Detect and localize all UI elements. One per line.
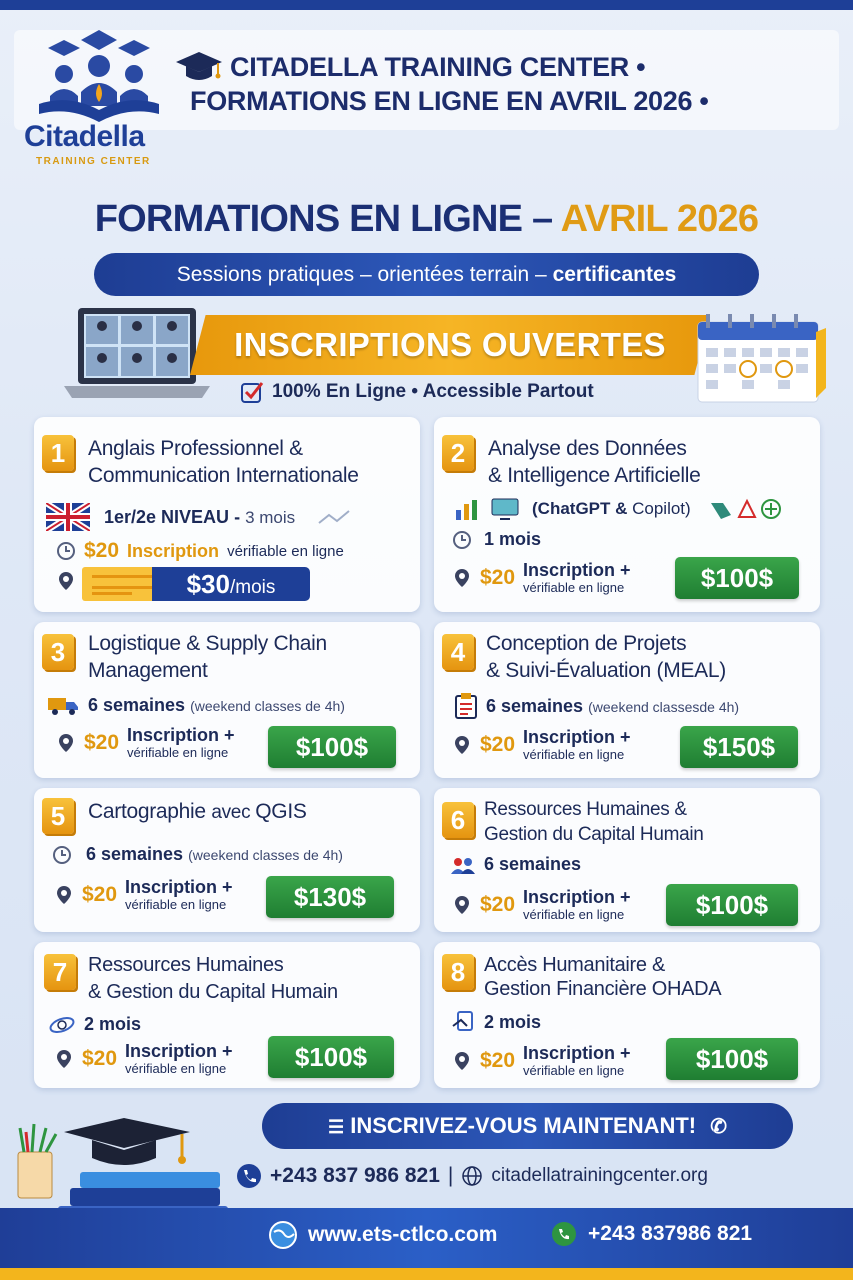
title-part-2: AVRIL 2026 [560, 198, 759, 240]
course-duration: 2 mois [484, 1011, 542, 1032]
registration-price: $20 [480, 566, 516, 590]
duration-value: 6 semaines [486, 695, 584, 716]
logo-wordmark: Citadella [24, 120, 145, 153]
level-duration: 3 mois [245, 507, 296, 527]
web-globe-icon [268, 1220, 298, 1250]
location-pin-icon [452, 735, 472, 755]
clock-icon [52, 845, 72, 865]
registration-label: Inscription + [523, 560, 631, 580]
clock-icon [452, 530, 472, 550]
registration-label: Inscription [127, 540, 220, 561]
location-pin-icon [452, 895, 472, 915]
course-title-line-1: Analyse des Données [488, 437, 687, 460]
duration-note: (weekend classes de 4h) [190, 697, 345, 714]
course-duration: 2 mois [84, 1014, 142, 1034]
course-title-tool: QGIS [255, 800, 307, 823]
course-title-line-1: Accès Humanitaire & [484, 954, 666, 976]
duration-value: 6 semaines [86, 844, 184, 864]
course-card-7[interactable] [34, 942, 420, 1088]
course-title-line-2: & Suivi-Évaluation (MEAL) [486, 659, 726, 682]
total-price-badge: $100$ [666, 884, 798, 926]
course-duration [86, 844, 343, 865]
graduation-cap-icon [174, 50, 224, 84]
course-number: 4 [442, 634, 474, 670]
verifiable-note: vérifiable en ligne [125, 1060, 227, 1076]
verifiable-note: vérifiable en ligne [127, 744, 229, 760]
logo-subtitle: TRAINING CENTER [36, 156, 151, 167]
registration-label: Inscription + [523, 887, 631, 907]
course-number: 5 [42, 798, 74, 834]
course-card-4[interactable] [434, 622, 820, 778]
clock-icon [56, 541, 76, 561]
registration-price: $20 [82, 883, 118, 907]
verifiable-note: vérifiable en ligne [227, 542, 344, 560]
top-bar [0, 0, 853, 10]
level-label: 1er/2e NIVEAU [104, 506, 230, 527]
monthly-price-badge [152, 567, 310, 601]
course-title-line-1: Ressources Humaines [88, 954, 284, 976]
registration-price: $20 [84, 731, 120, 755]
verifiable-note: vérifiable en ligne [125, 896, 227, 912]
verifiable-note: vérifiable en ligne [523, 1062, 625, 1078]
verifiable-note: vérifiable en ligne [523, 746, 625, 762]
subtitle-pill [94, 253, 759, 296]
course-card-8[interactable] [434, 942, 820, 1088]
course-level [104, 507, 295, 528]
duration-value: 6 semaines [88, 694, 186, 715]
registration-label: Inscription + [523, 1043, 631, 1063]
course-title-line-1: Logistique & Supply Chain [88, 632, 327, 655]
chart-trend-icon [317, 509, 351, 525]
registration-price: $20 [480, 1049, 516, 1073]
course-title-line-2: Gestion du Capital Humain [484, 824, 704, 845]
monthly-price-stripe [82, 567, 162, 601]
level-separator: - [229, 506, 246, 527]
course-duration [88, 695, 345, 716]
location-pin-icon [452, 568, 472, 588]
registration-label: Inscription + [127, 725, 235, 745]
course-title-line-2: & Intelligence Artificielle [488, 464, 701, 487]
online-info [240, 378, 594, 406]
course-number: 3 [42, 634, 74, 670]
uk-flag-icon [46, 503, 90, 531]
header-line-2: FORMATIONS EN LIGNE EN AVRIL 2026 • [190, 86, 709, 116]
subtitle-bold: certificantes [552, 263, 677, 286]
contact-website[interactable]: citadellatrainingcenter.org [491, 1165, 708, 1186]
registration-label: Inscription + [125, 877, 233, 897]
course-duration: 6 semaines [484, 854, 582, 874]
globe-icon [461, 1165, 483, 1187]
location-pin-icon [54, 1049, 74, 1069]
course-title-line-1: Conception de Projets [486, 632, 687, 655]
registration-label: Inscription + [523, 727, 631, 747]
registration-price: $20 [82, 1047, 118, 1071]
checkmark-icon [240, 380, 264, 404]
total-price-badge: $100$ [268, 726, 396, 768]
course-title-line-1: Anglais Professionnel & [88, 437, 303, 460]
location-pin-icon [452, 1051, 472, 1071]
course-number: 2 [442, 435, 474, 471]
footer-whatsapp[interactable]: +243 837986 821 [588, 1222, 753, 1245]
ai-tools [532, 499, 691, 519]
contact-line [236, 1163, 708, 1189]
header-line-1: CITADELLA TRAINING CENTER • [230, 52, 646, 82]
contact-separator: | [447, 1164, 454, 1187]
course-card-6[interactable] [434, 788, 820, 932]
people-icon [450, 855, 476, 875]
bar-chart-icon [454, 498, 482, 520]
verifiable-note: vérifiable en ligne [523, 906, 625, 922]
cta-label: INSCRIVEZ-VOUS MAINTENANT! [350, 1113, 697, 1138]
course-number: 7 [44, 954, 76, 990]
course-card-5[interactable] [34, 788, 420, 932]
footer-gold-line [0, 1268, 853, 1280]
ai-tools-regular: Copilot) [632, 499, 691, 518]
course-title-line-2: Gestion Financière OHADA [484, 978, 722, 1000]
course-title-line-2: Management [88, 659, 208, 682]
location-pin-icon [56, 733, 76, 753]
registration-price: $20 [480, 893, 516, 917]
registration-price: $20 [480, 733, 516, 757]
title-part-1: FORMATIONS EN LIGNE – [94, 198, 561, 240]
footer-whatsapp-group [550, 1220, 752, 1248]
footer-web [268, 1220, 497, 1250]
subtitle-normal: Sessions pratiques – orientées terrain – [176, 263, 553, 286]
registration-label: Inscription + [125, 1041, 233, 1061]
course-card-1[interactable] [34, 417, 420, 612]
location-pin-icon [54, 885, 74, 905]
course-number: 1 [42, 435, 74, 471]
course-title-line-2: & Gestion du Capital Humain [88, 981, 338, 1003]
registration-price: $20 [84, 539, 120, 562]
delivery-truck-icon [46, 694, 80, 716]
total-price-badge: $150$ [680, 726, 798, 768]
online-text: 100% En Ligne • Accessible Partout [272, 381, 594, 402]
duration-note: (weekend classesde 4h) [588, 698, 740, 715]
page-title [0, 198, 853, 241]
footer-website[interactable]: www.ets-ctlco.com [308, 1223, 498, 1246]
course-duration: 1 mois [484, 529, 542, 549]
course-title-line-2: Communication Internationale [88, 464, 359, 487]
monthly-price: $30 [186, 569, 230, 599]
course-number: 6 [442, 802, 474, 838]
cta-icon: ☰ [327, 1117, 345, 1137]
handshake-document-icon [452, 1010, 476, 1034]
total-price-badge: $100$ [675, 557, 799, 599]
contact-phone[interactable]: +243 837 986 821 [270, 1164, 440, 1187]
clipboard-icon [454, 692, 478, 720]
verifiable-note: vérifiable en ligne [523, 579, 625, 595]
course-title-main: Cartographie [88, 800, 212, 823]
total-price-badge: $100$ [666, 1038, 798, 1080]
globe-orbit-icon [48, 1015, 76, 1035]
laptop-video-call-icon [64, 306, 210, 400]
course-title [88, 798, 307, 826]
course-card-3[interactable] [34, 622, 420, 778]
monitor-icon [490, 497, 520, 521]
register-now-button[interactable] [262, 1103, 793, 1149]
total-price-badge: $100$ [268, 1036, 394, 1078]
calendar-icon [688, 312, 828, 407]
duration-note: (weekend classes de 4h) [188, 847, 343, 863]
monthly-unit: /mois [229, 577, 276, 598]
course-duration [486, 696, 739, 717]
course-title-line-1: Ressources Humaines & [484, 799, 687, 820]
ai-tool-logos-icon [709, 497, 781, 521]
course-title-with: avec [211, 802, 256, 823]
ai-tools-bold: (ChatGPT & [532, 499, 633, 518]
location-pin-icon [56, 571, 76, 591]
registration-banner: INSCRIPTIONS OUVERTES [234, 326, 666, 363]
phone-icon: ✆ [710, 1116, 728, 1138]
course-number: 8 [442, 954, 474, 990]
whatsapp-icon [550, 1220, 578, 1248]
phone-icon [236, 1163, 262, 1189]
course-card-2[interactable] [434, 417, 820, 612]
total-price-badge: $130$ [266, 876, 394, 918]
